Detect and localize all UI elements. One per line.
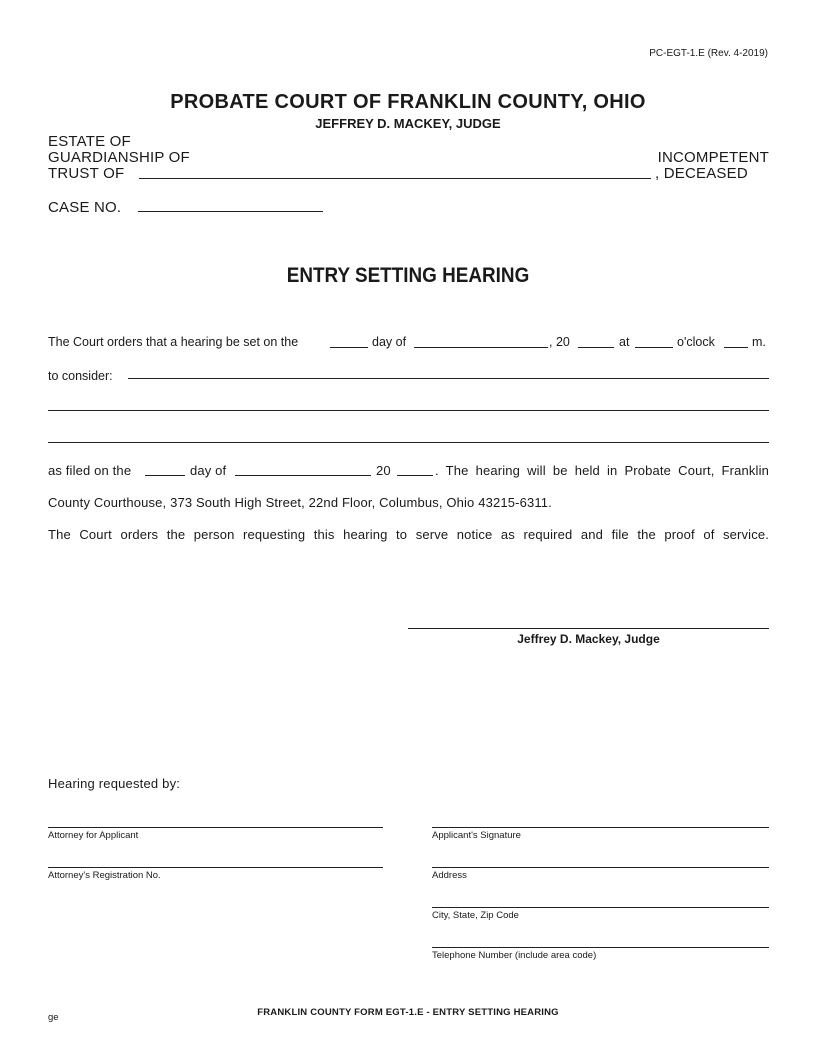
- footer-initials: ge: [48, 1012, 59, 1023]
- judge-signature-name: Jeffrey D. Mackey, Judge: [517, 632, 660, 646]
- hearing-year-field[interactable]: [578, 347, 614, 348]
- filed-year-prefix-label: 20: [376, 463, 391, 478]
- city-state-zip-label: City, State, Zip Code: [432, 910, 519, 921]
- decedent-name-field[interactable]: [139, 178, 651, 179]
- year-prefix-label: , 20: [549, 335, 570, 349]
- telephone-label: Telephone Number (include area code): [432, 950, 597, 961]
- deceased-label: , DECEASED: [655, 165, 748, 182]
- hearing-month-field[interactable]: [414, 347, 548, 348]
- filed-year-field[interactable]: [397, 475, 433, 476]
- judge-signature-line[interactable]: [408, 628, 769, 629]
- hearing-location-text: . The hearing will be held in Probate Court, Franklin: [435, 463, 769, 478]
- filed-day-field[interactable]: [145, 475, 185, 476]
- filed-day-of-label: day of: [190, 463, 227, 478]
- form-id: PC-EGT-1.E (Rev. 4-2019): [649, 48, 768, 59]
- order-text: The Court orders that a hearing be set on the: [48, 335, 299, 349]
- day-of-label: day of: [372, 335, 407, 349]
- hearing-day-field[interactable]: [330, 347, 368, 348]
- attorney-registration-field[interactable]: [48, 867, 383, 868]
- m-label: m.: [752, 335, 766, 349]
- court-title: PROBATE COURT OF FRANKLIN COUNTY, OHIO: [170, 91, 646, 113]
- document-title: ENTRY SETTING HEARING: [286, 264, 530, 287]
- guardianship-of-label: GUARDIANSHIP OF: [48, 149, 190, 166]
- to-consider-label: to consider:: [48, 369, 113, 383]
- hearing-time-field[interactable]: [635, 347, 673, 348]
- am-pm-field[interactable]: [724, 347, 748, 348]
- attorney-for-applicant-field[interactable]: [48, 827, 383, 828]
- filed-month-field[interactable]: [235, 475, 371, 476]
- trust-of-label: TRUST OF: [48, 165, 125, 182]
- judge-subtitle: JEFFREY D. MACKEY, JUDGE: [315, 116, 501, 131]
- consider-line-2[interactable]: [48, 410, 769, 411]
- oclock-label: o'clock: [677, 335, 715, 349]
- address-field[interactable]: [432, 867, 769, 868]
- incompetent-label: INCOMPETENT: [657, 149, 769, 166]
- service-order-text: The Court orders the person requesting this hearing to serve notice as required and file the proof of service.: [48, 527, 769, 542]
- city-state-zip-field[interactable]: [432, 907, 769, 908]
- attorney-registration-label: Attorney's Registration No.: [48, 870, 161, 881]
- case-no-field[interactable]: [138, 211, 323, 212]
- applicant-signature-field[interactable]: [432, 827, 769, 828]
- at-label: at: [619, 335, 630, 349]
- hearing-requested-heading: Hearing requested by:: [48, 776, 181, 791]
- consider-line-1[interactable]: [128, 378, 769, 379]
- footer-form-name: FRANKLIN COUNTY FORM EGT-1.E - ENTRY SETTING HEARING: [257, 1007, 559, 1018]
- attorney-for-applicant-label: Attorney for Applicant: [48, 830, 139, 841]
- as-filed-label: as filed on the: [48, 463, 132, 478]
- consider-line-3[interactable]: [48, 442, 769, 443]
- applicant-signature-label: Applicant's Signature: [432, 830, 521, 841]
- courthouse-address-text: County Courthouse, 373 South High Street, 22nd Floor, Columbus, Ohio 43215-6311.: [48, 495, 552, 510]
- case-no-label: CASE NO.: [48, 199, 122, 216]
- estate-of-label: ESTATE OF: [48, 133, 131, 150]
- address-label: Address: [432, 870, 467, 881]
- telephone-field[interactable]: [432, 947, 769, 948]
